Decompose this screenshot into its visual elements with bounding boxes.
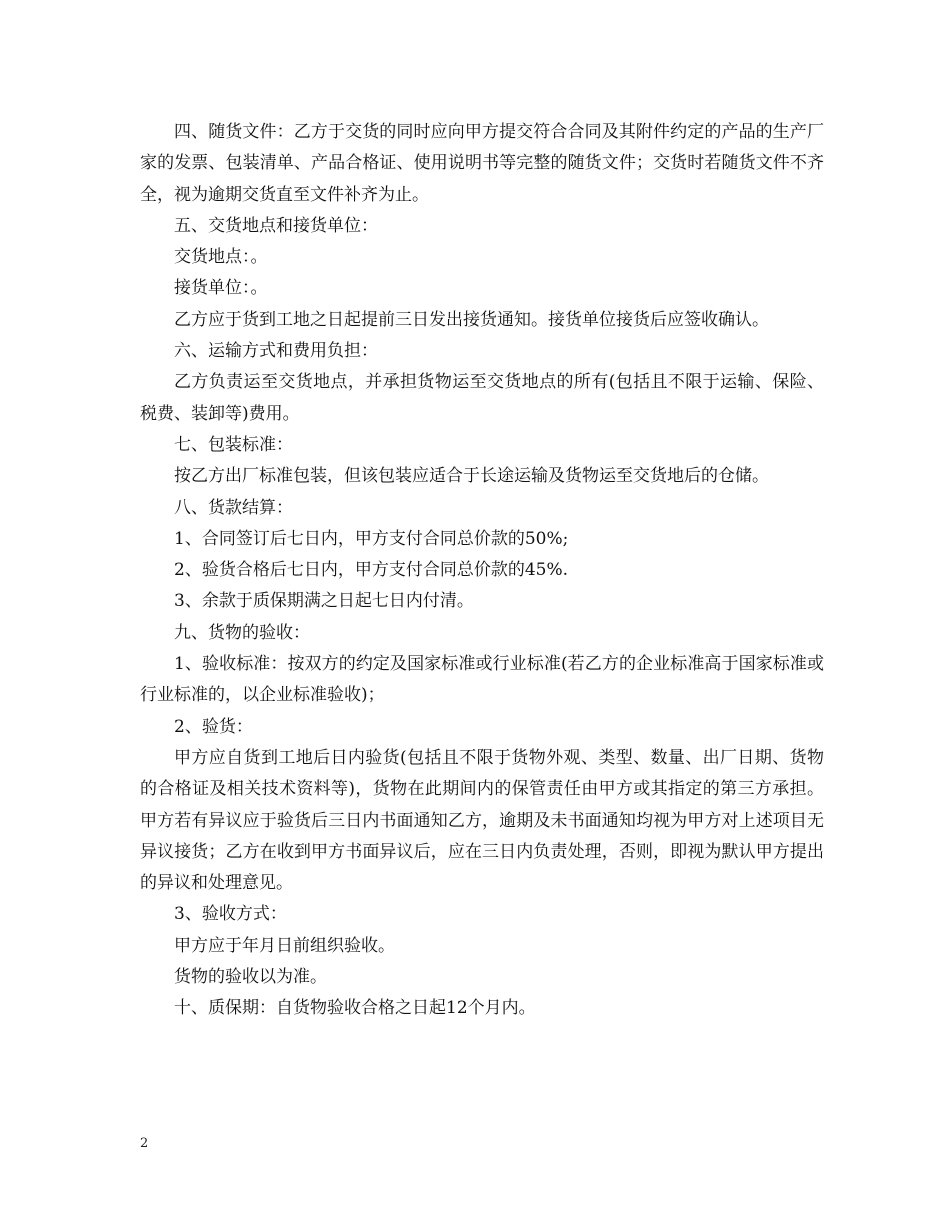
paragraph-acceptance-heading: 九、货物的验收： xyxy=(174,622,310,643)
paragraph-transport-cost: 乙方负责运至交货地点，并承担货物运至交货地点的所有(包括且不限于运输、保险、税费、装卸等)费用。 xyxy=(140,372,824,424)
paragraph-delivery-place: 交货地点：。 xyxy=(174,247,268,268)
paragraph-inspection-heading: 2、验货： xyxy=(174,716,253,737)
paragraph-payment-2: 2、验货合格后七日内，甲方支付合同总价款的45%. xyxy=(174,560,569,581)
paragraph-inspection-details: 甲方应自货到工地后日内验货(包括且不限于货物外观、类型、数量、出厂日期、货物的合格证及相关技术资料等)，货物在此期间内的保管责任由甲方或其指定的第三方承担。甲方若有异议应于验货后三日内书面通知乙方，逾期及未书面通知均视为甲方对上述项目无异议接货；乙方在收到甲方书面异议后，应在三日内负责处理，否则，即视为默认甲方提出的异议和处理意见。 xyxy=(140,747,824,894)
paragraph-packaging-standard: 按乙方出厂标准包装，但该包装应适合于长途运输及货物运至交货地后的仓储。 xyxy=(174,466,769,487)
document-body xyxy=(140,117,824,1025)
paragraph-acceptance-standard: 1、验收标准：按双方的约定及国家标准或行业标准(若乙方的企业标准高于国家标准或行业标准的，以企业标准验收)； xyxy=(140,654,824,706)
paragraph-acceptance-method-heading: 3、验收方式： xyxy=(174,904,287,925)
paragraph-payment-3: 3、余款于质保期满之日起七日内付清。 xyxy=(174,591,474,612)
paragraph-transport-heading: 六、运输方式和费用负担： xyxy=(174,341,378,362)
paragraph-payment-1: 1、合同签订后七日内，甲方支付合同总价款的50%; xyxy=(174,528,569,549)
paragraph-delivery-place-heading: 五、交货地点和接货单位： xyxy=(174,215,378,236)
paragraph-packaging-heading: 七、包装标准： xyxy=(174,434,293,455)
paragraph-acceptance-basis: 货物的验收以为准。 xyxy=(174,967,327,988)
paragraph-acceptance-date: 甲方应于年月日前组织验收。 xyxy=(174,935,395,956)
paragraph-delivery-notice: 乙方应于货到工地之日起提前三日发出接货通知。接货单位接货后应签收确认。 xyxy=(174,309,769,330)
paragraph-delivery-documents: 四、随货文件：乙方于交货的同时应向甲方提交符合合同及其附件约定的产品的生产厂家的发票、包装清单、产品合格证、使用说明书等完整的随货文件；交货时若随货文件不齐全，视为逾期交货直至文件补齐为止。 xyxy=(140,122,824,205)
paragraph-receiving-unit: 接货单位：。 xyxy=(174,278,268,299)
page-number: 2 xyxy=(140,1136,149,1151)
paragraph-warranty-period: 十、质保期：自货物验收合格之日起12个月内。 xyxy=(174,998,536,1019)
paragraph-payment-heading: 八、货款结算： xyxy=(174,497,293,518)
